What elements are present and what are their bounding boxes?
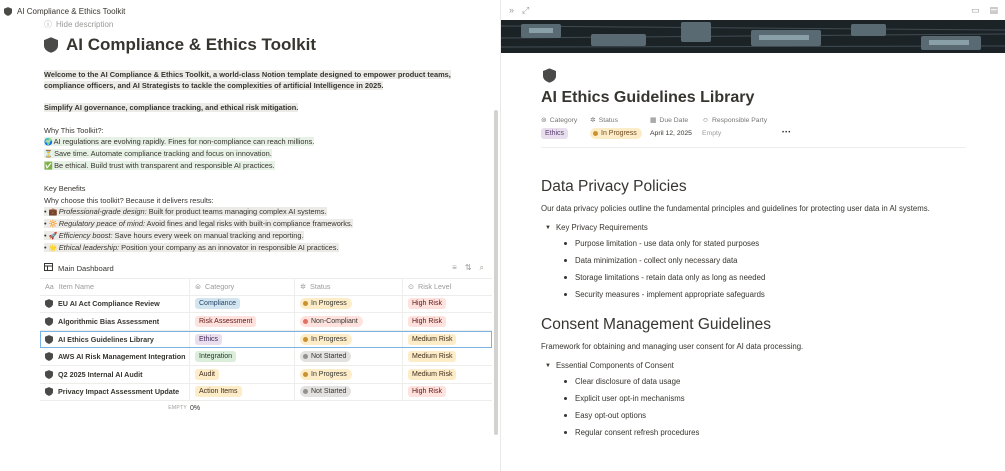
status-badge[interactable]: Non-Compliant xyxy=(300,316,363,327)
intro-text: Welcome to the AI Compliance & Ethics Toolkit, a world-class Notion template designed to empower product teams, compliance officers, and AI Strategists to tackle the complexities of artificial Intelligence in 2025. xyxy=(44,70,451,91)
section-heading[interactable]: Data Privacy Policies xyxy=(541,178,687,195)
search-icon[interactable]: ⌕ xyxy=(479,263,484,272)
shield-icon xyxy=(45,299,53,308)
category-tag[interactable]: Action Items xyxy=(195,386,242,397)
benefit-item: • 💼 Professional-grade design: Built for product teams managing complex AI systems. xyxy=(44,206,484,218)
status-badge[interactable]: In Progress xyxy=(300,369,352,380)
expand-icon[interactable]: ⤢ xyxy=(522,4,530,15)
item-name[interactable]: AWS AI Risk Management Integration xyxy=(58,352,186,362)
table-icon xyxy=(44,263,53,273)
tagline-text: Simplify AI governance, compliance tracking, and ethical risk mitigation. xyxy=(44,103,299,113)
divider xyxy=(541,147,966,148)
item-name[interactable]: Q2 2025 Internal AI Audit xyxy=(58,369,143,379)
list-item[interactable]: Easy opt-out options xyxy=(564,407,961,424)
peek-toolbar xyxy=(501,0,1005,20)
list-item[interactable]: Clear disclosure of data usage xyxy=(564,373,961,390)
bullet-list xyxy=(541,235,961,303)
hide-description-button[interactable] xyxy=(44,19,113,30)
category-tag[interactable]: Ethics xyxy=(541,128,568,139)
table-row[interactable] xyxy=(40,384,492,402)
hourglass-icon: ⏳ xyxy=(44,151,53,159)
category-tag[interactable]: Risk Assessment xyxy=(195,316,256,327)
text-icon: Aa xyxy=(45,282,54,292)
property-values xyxy=(541,126,966,140)
table-header-row xyxy=(40,278,492,296)
benefit-item: • 🚀 Efficiency boost: Save hours every week on manual tracking and reporting. xyxy=(44,230,484,242)
item-name[interactable]: Privacy Impact Assessment Update xyxy=(58,387,180,397)
cover-image[interactable] xyxy=(501,20,1005,53)
calc-percent: 0% xyxy=(190,404,201,412)
table-footer xyxy=(40,401,492,415)
calc-empty-label[interactable]: EMPTY xyxy=(168,405,187,412)
status-badge[interactable]: Not Started xyxy=(300,386,351,397)
item-name[interactable]: AI Ethics Guidelines Library xyxy=(58,334,154,344)
status-icon: ✲ xyxy=(590,117,596,124)
comment-icon[interactable]: ▤ xyxy=(989,4,998,15)
why-item: ⏳ Save time. Automate compliance tracking and focus on innovation. xyxy=(44,148,484,160)
column-header-risk[interactable]: ⊙ Risk Level xyxy=(408,282,452,292)
section-paragraph[interactable]: Our data privacy policies outline the fundamental principles and guidelines for protecting user data in AI systems. xyxy=(541,204,930,213)
check-icon: ✅ xyxy=(44,163,53,171)
why-item: 🌍 AI regulations are evolving rapidly. Fines for non-compliance can reach millions. xyxy=(44,136,484,148)
info-icon: ⓘ xyxy=(44,20,52,29)
benefits-heading: Key Benefits xyxy=(44,184,86,194)
list-item[interactable]: Security measures - implement appropriate safeguards xyxy=(564,286,961,303)
table-row[interactable] xyxy=(40,331,492,349)
shield-icon xyxy=(45,335,53,344)
status-badge[interactable]: In Progress xyxy=(300,298,352,309)
briefcase-icon: 💼 xyxy=(48,208,58,216)
item-name[interactable]: Algorithmic Bias Assessment xyxy=(58,316,160,326)
responsible-value[interactable]: Empty xyxy=(702,129,722,137)
section-heading[interactable]: Consent Management Guidelines xyxy=(541,316,772,333)
status-badge[interactable]: Not Started xyxy=(300,351,351,362)
table-row[interactable] xyxy=(40,313,492,331)
item-name[interactable]: EU AI Act Compliance Review xyxy=(58,299,160,309)
rocket-icon: 🚀 xyxy=(48,233,58,241)
due-date-value[interactable]: April 12, 2025 xyxy=(650,129,692,137)
select-icon: ⊙ xyxy=(408,282,415,292)
toggle-block[interactable]: ▼ Essential Components of Consent xyxy=(545,361,674,370)
tag-icon: ⊜ xyxy=(541,117,547,124)
breadcrumb[interactable] xyxy=(4,4,125,18)
shield-icon xyxy=(4,7,12,16)
property-responsible-label[interactable]: ☺ Responsible Party xyxy=(702,116,768,124)
shield-icon[interactable] xyxy=(543,68,556,88)
column-header-category[interactable]: ⊜ Category xyxy=(190,279,295,295)
shield-icon xyxy=(45,352,53,361)
list-item[interactable]: Explicit user opt-in mechanisms xyxy=(564,390,961,407)
status-badge[interactable]: In Progress xyxy=(300,334,352,345)
star-icon: 🌟 xyxy=(48,245,58,253)
person-icon: ☺ xyxy=(702,116,709,124)
risk-level-tag[interactable]: Medium Risk xyxy=(408,351,456,362)
column-header-item-name[interactable]: Aa Item Name xyxy=(40,279,190,295)
category-tag[interactable]: Compliance xyxy=(195,298,240,309)
why-item: ✅ Be ethical. Build trust with transparent and responsible AI practices. xyxy=(44,160,484,172)
section-consent xyxy=(541,316,961,441)
database-name[interactable]: Main Dashboard xyxy=(44,263,114,273)
property-category-label[interactable]: ⊜ Category xyxy=(541,116,578,124)
benefit-item: • 🌟 Ethical leadership: Position your company as an innovator in responsible AI practices. xyxy=(44,242,484,254)
risk-level-tag[interactable]: High Risk xyxy=(408,298,446,309)
database-header xyxy=(44,261,484,275)
filter-icon[interactable]: ≡ xyxy=(452,263,457,272)
bullet-list xyxy=(541,373,961,441)
shield-icon xyxy=(45,370,53,379)
status-badge[interactable]: In Progress xyxy=(590,128,642,139)
risk-level-tag[interactable]: High Risk xyxy=(408,386,446,397)
benefits-intro: Why choose this toolkit? Because it delivers results: xyxy=(44,195,214,205)
more-options-icon[interactable]: ••• xyxy=(782,130,792,136)
table-row[interactable] xyxy=(40,348,492,366)
calendar-icon: ▦ xyxy=(650,117,657,124)
list-item[interactable]: Data minimization - collect only necessary data xyxy=(564,252,961,269)
page-properties xyxy=(541,114,966,140)
status-icon: ✲ xyxy=(300,282,307,292)
shield-icon xyxy=(45,317,53,326)
hide-description-label: Hide description xyxy=(56,20,114,29)
property-labels xyxy=(541,114,966,126)
shield-icon[interactable] xyxy=(44,37,58,53)
shield-icon xyxy=(45,387,53,396)
category-tag[interactable]: Audit xyxy=(195,369,219,380)
main-page-pane xyxy=(0,0,500,471)
why-heading: Why This Toolkit?: xyxy=(44,125,104,135)
peek-page-title[interactable]: AI Ethics Guidelines Library xyxy=(541,89,755,106)
section-data-privacy xyxy=(541,178,961,303)
breadcrumb-title[interactable]: AI Compliance & Ethics Toolkit xyxy=(17,6,126,16)
list-item[interactable]: Regular consent refresh procedures xyxy=(564,424,961,441)
close-peek-icon[interactable]: » xyxy=(509,4,515,15)
risk-level-tag[interactable]: Medium Risk xyxy=(408,334,456,345)
page-title xyxy=(44,35,316,55)
list-item[interactable]: Purpose limitation - use data only for stated purposes xyxy=(564,235,961,252)
toggle-triangle-icon[interactable]: ▼ xyxy=(545,362,551,369)
main-dashboard-table xyxy=(40,278,492,415)
property-due-date-label[interactable]: ▦ Due Date xyxy=(650,116,689,124)
risk-level-tag[interactable]: Medium Risk xyxy=(408,369,456,380)
side-peek-pane xyxy=(500,0,1005,471)
layout-icon[interactable]: ▭ xyxy=(970,4,980,15)
table-row[interactable] xyxy=(40,296,492,314)
risk-level-tag[interactable]: High Risk xyxy=(408,316,446,327)
page-body xyxy=(541,178,961,441)
database-toolbar xyxy=(452,263,484,273)
category-tag[interactable]: Integration xyxy=(195,351,236,362)
tag-icon: ⊜ xyxy=(195,282,202,292)
benefit-item: • 🔆 Regulatory peace of mind: Avoid fines and legal risks with built-in compliance frameworks. xyxy=(44,218,484,230)
property-status-label[interactable]: ✲ Status xyxy=(590,116,618,124)
category-tag[interactable]: Ethics xyxy=(195,334,222,345)
page-description xyxy=(44,69,484,255)
toggle-block[interactable]: ▼ Key Privacy Requirements xyxy=(545,223,648,232)
list-item[interactable]: Storage limitations - retain data only as long as needed xyxy=(564,269,961,286)
section-paragraph[interactable]: Framework for obtaining and managing user consent for AI data processing. xyxy=(541,342,804,351)
globe-icon: 🌍 xyxy=(44,138,53,146)
sort-icon[interactable]: ⇅ xyxy=(464,263,472,272)
table-row[interactable] xyxy=(40,366,492,384)
column-header-status[interactable]: ✲ Status xyxy=(295,279,403,295)
scrollbar[interactable] xyxy=(494,110,498,435)
toggle-triangle-icon[interactable]: ▼ xyxy=(545,224,551,231)
sun-icon: 🔆 xyxy=(48,221,58,229)
page-title-text[interactable]: AI Compliance & Ethics Toolkit xyxy=(66,35,316,54)
